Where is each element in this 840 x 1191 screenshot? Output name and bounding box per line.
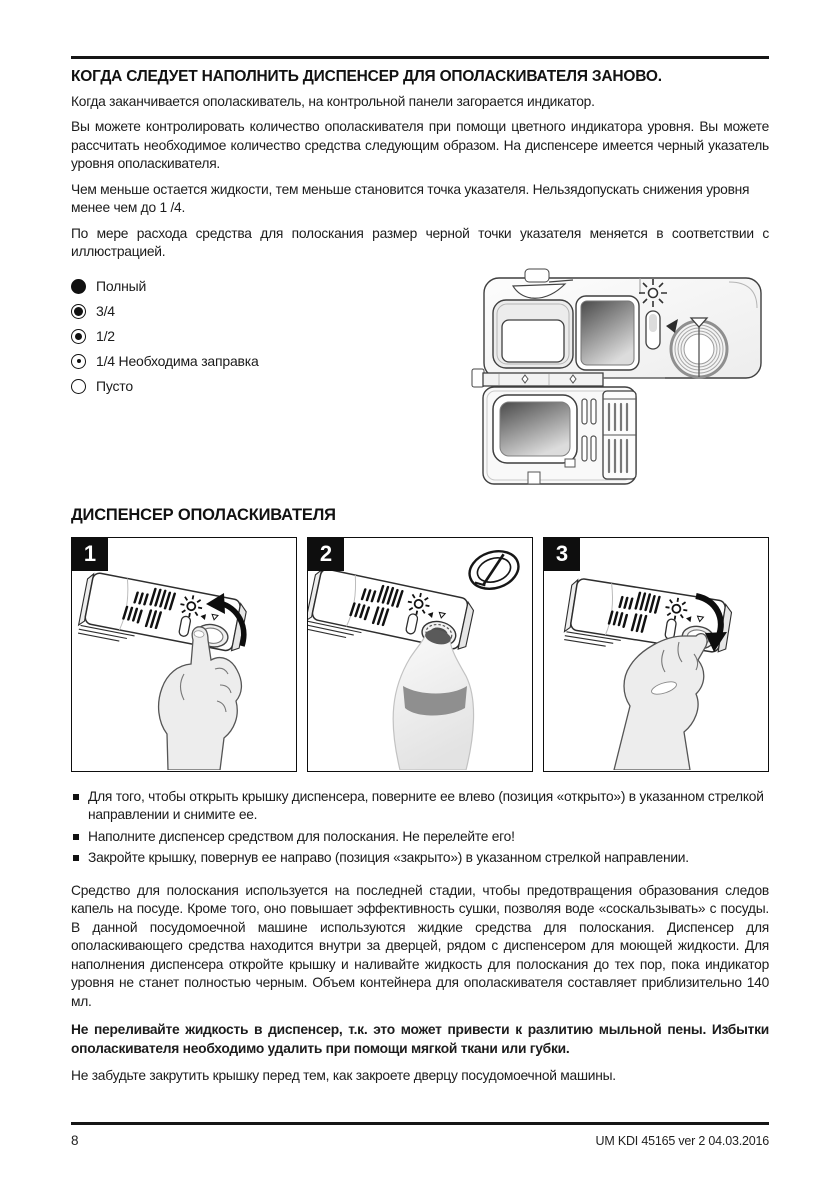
- page-content: [71, 0, 769, 1093]
- step-box-3: [543, 537, 769, 772]
- section-dispenser-heading: ДИСПЕНСЕР ОПОЛАСКИВАТЕЛЯ: [71, 505, 336, 524]
- bottle-icon: [393, 627, 473, 770]
- level-label: Полный: [96, 278, 147, 295]
- step-illustrations: [71, 537, 769, 772]
- level-item-three-quarters: [71, 299, 469, 324]
- step-number-badge: 3: [544, 538, 580, 571]
- dispenser-drawing: [77, 571, 248, 664]
- level-label: 1/2: [96, 328, 115, 345]
- level-window-icon: [646, 311, 660, 349]
- level-label: 3/4: [96, 303, 115, 320]
- footer-rule: [71, 1122, 769, 1125]
- rinse-aid-star-icon: [639, 279, 667, 307]
- step-3-illustration: [544, 538, 767, 770]
- refill-paragraph-3: Чем меньше остается жидкости, тем меньше становится точка указателя. Нельзядопускать снижения уровня менее чем до 1 /4.: [71, 181, 750, 216]
- dispenser-diagram: [469, 266, 769, 488]
- page-footer: [71, 1122, 769, 1148]
- level-item-half: [71, 324, 469, 349]
- dispenser-paragraph-1: Средство для полоскания используется на последней стадии, чтобы предотвращения образования следов капель на посуде. Кроме того, оно повышает эффективность сушки, позволяя воде «соскальзывать» с посуды. В данной посудомоечной машине используются жидкие средства для полоскания. Диспенсер для ополаскивающего средства находится внутри за дверцей, рядом с диспенсером для моющей жидкости. Для наполнения диспенсера откройте крышку и наливайте жидкость для полоскания до тех пор, пока индикатор уровня не станет полностью черным. Объем контейнера для ополаскивателя составляет приблизительно 140 мл.: [71, 882, 769, 1009]
- dispenser-paragraph-2: Не забудьте закрутить крышку перед тем, как закроете дверцу посудомоечной машины.: [71, 1068, 616, 1084]
- refill-paragraph-4: По мере расхода средства для полоскания размер черной точки указателя меняется в соответствии с иллюстрацией.: [71, 225, 769, 260]
- level-indicator-quarter-icon: [71, 354, 86, 369]
- top-rule: [71, 56, 769, 59]
- level-item-empty: [71, 374, 469, 399]
- levels-and-diagram: [71, 270, 769, 492]
- level-label: 1/4 Необходима заправка: [96, 353, 259, 370]
- bullet-fill: Наполните диспенсер средством для полоскания. Не перелейте его!: [71, 828, 769, 846]
- open-lid: [483, 387, 636, 484]
- document-reference: UM KDI 45165 ver 2 04.03.2016: [595, 1134, 769, 1148]
- level-indicator-full-icon: [71, 279, 86, 294]
- step-1-illustration: [72, 538, 295, 770]
- level-indicator-empty-icon: [71, 379, 86, 394]
- refill-paragraph-1: Когда заканчивается ополаскиватель, на контрольной панели загорается индикатор.: [71, 94, 595, 109]
- level-item-quarter: [71, 349, 469, 374]
- instruction-bullets: [71, 788, 769, 868]
- step-box-1: [71, 537, 297, 772]
- hand-icon: [614, 633, 707, 769]
- step-2-illustration: [308, 538, 531, 770]
- step-number-badge: 1: [72, 538, 108, 571]
- step-box-2: [307, 537, 533, 772]
- step-number-badge: 2: [308, 538, 344, 571]
- level-indicator-three-quarters-icon: [71, 304, 86, 319]
- level-indicator-half-icon: [71, 329, 86, 344]
- level-item-full: [71, 274, 469, 299]
- cap-icon: [465, 545, 524, 595]
- bullet-close: Закройте крышку, повернув ее направо (позиция «закрыто») в указанном стрелкой направлении.: [71, 849, 769, 867]
- warning-text: Не переливайте жидкость в диспенсер, т.к. это может привести к разлитию мыльной пены. Избытки ополаскивателя необходимо удалить при помощи мягкой ткани или губки.: [71, 1022, 769, 1056]
- page-number: 8: [71, 1133, 79, 1148]
- bullet-open: Для того, чтобы открыть крышку диспенсера, поверните ее влево (позиция «открыто») в указанном стрелкой направлении и снимите ее.: [71, 788, 769, 825]
- level-legend: [71, 270, 469, 399]
- section-refill-heading: КОГДА СЛЕДУЕТ НАПОЛНИТЬ ДИСПЕНСЕР ДЛЯ ОПОЛАСКИВАТЕЛЯ ЗАНОВО.: [71, 68, 662, 85]
- refill-paragraph-2: Вы можете контролировать количество ополаскивателя при помощи цветного индикатора уровня. Вы можете рассчитать необходимое количество средства следующим образом. На диспенсере имеется черный указатель уровня ополаскивателя.: [71, 119, 769, 172]
- level-label: Пусто: [96, 378, 133, 395]
